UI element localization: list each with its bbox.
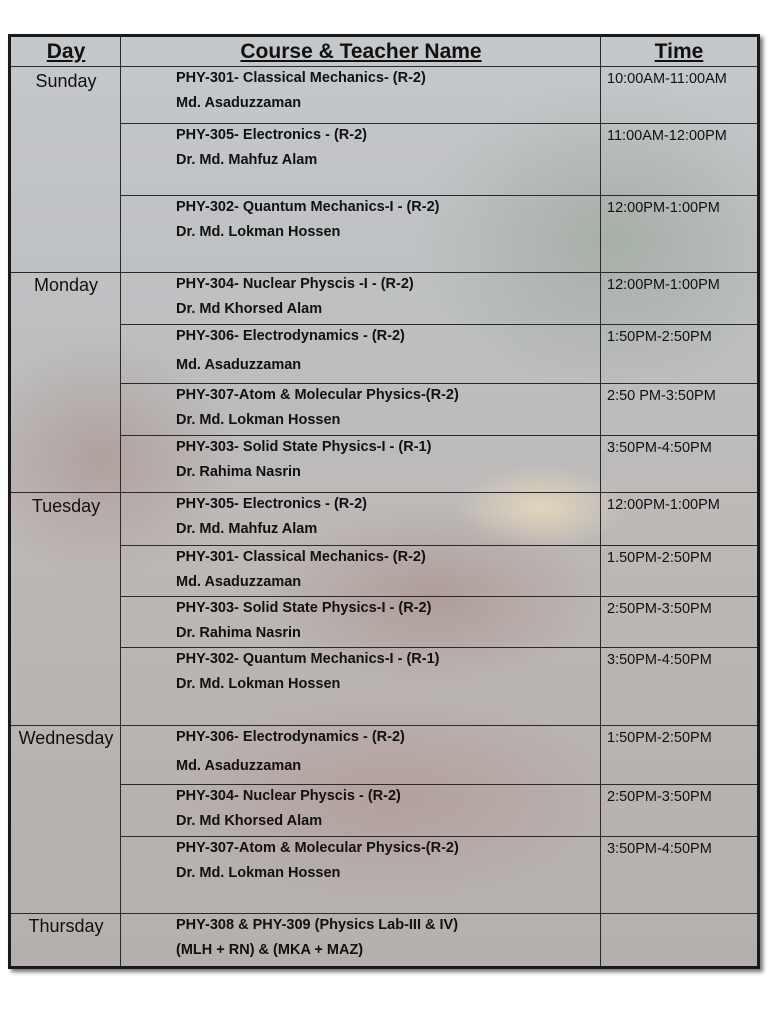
day-label: Tuesday: [31, 496, 101, 516]
teacher-name: Md. Asaduzzaman: [176, 758, 302, 774]
header-divider: [11, 66, 757, 67]
course-name: PHY-307-Atom & Molecular Physics-(R-2): [176, 387, 459, 403]
course-name: PHY-302- Quantum Mechanics-I - (R-2): [176, 199, 440, 215]
teacher-name: Dr. Md. Lokman Hossen: [176, 224, 341, 240]
class-time: 12:00PM-1:00PM: [607, 200, 720, 216]
day-label: Sunday: [35, 71, 97, 91]
header-time: Time: [654, 40, 704, 63]
course-name: PHY-304- Nuclear Physcis - (R-2): [176, 788, 401, 804]
class-time: 10:00AM-11:00AM: [607, 71, 727, 87]
class-time: 1:50PM-2:50PM: [607, 329, 712, 345]
class-time: 1:50PM-2:50PM: [607, 730, 712, 746]
course-name: PHY-308 & PHY-309 (Physics Lab-III & IV): [176, 917, 459, 933]
row-divider: [121, 596, 757, 597]
class-time: 2:50 PM-3:50PM: [607, 388, 716, 404]
row-divider: [121, 195, 757, 196]
header-day: Day: [46, 40, 86, 63]
course-name: PHY-301- Classical Mechanics- (R-2): [176, 549, 426, 565]
class-time: 12:00PM-1:00PM: [607, 277, 720, 293]
teacher-name: Dr. Rahima Nasrin: [176, 625, 301, 641]
row-divider: [121, 435, 757, 436]
teacher-name: Md. Asaduzzaman: [176, 95, 302, 111]
course-name: PHY-306- Electrodynamics - (R-2): [176, 729, 405, 745]
table-grid: [11, 37, 757, 966]
course-name: PHY-306- Electrodynamics - (R-2): [176, 328, 405, 344]
day-divider: [11, 725, 757, 726]
class-time: 3:50PM-4:50PM: [607, 440, 712, 456]
course-name: PHY-302- Quantum Mechanics-I - (R-1): [176, 651, 440, 667]
teacher-name: Dr. Md. Lokman Hossen: [176, 412, 341, 428]
row-divider: [121, 324, 757, 325]
teacher-name: Dr. Md. Mahfuz Alam: [176, 521, 318, 537]
course-name: PHY-303- Solid State Physics-I - (R-1): [176, 439, 432, 455]
teacher-name: Dr. Md. Lokman Hossen: [176, 676, 341, 692]
day-divider: [11, 492, 757, 493]
row-divider: [121, 647, 757, 648]
teacher-name: (MLH + RN) & (MKA + MAZ): [176, 942, 364, 958]
teacher-name: Dr. Rahima Nasrin: [176, 464, 301, 480]
teacher-name: Dr. Md. Lokman Hossen: [176, 865, 341, 881]
day-divider: [11, 272, 757, 273]
course-name: PHY-301- Classical Mechanics- (R-2): [176, 70, 426, 86]
class-time: 3:50PM-4:50PM: [607, 652, 712, 668]
row-divider: [121, 545, 757, 546]
day-divider: [11, 913, 757, 914]
course-name: PHY-305- Electronics - (R-2): [176, 496, 367, 512]
class-time: 3:50PM-4:50PM: [607, 841, 712, 857]
teacher-name: Dr. Md. Mahfuz Alam: [176, 152, 318, 168]
teacher-name: Md. Asaduzzaman: [176, 357, 302, 373]
day-label: Wednesday: [18, 728, 114, 748]
row-divider: [121, 123, 757, 124]
teacher-name: Dr. Md Khorsed Alam: [176, 301, 323, 317]
course-name: PHY-305- Electronics - (R-2): [176, 127, 367, 143]
day-label: Monday: [33, 275, 99, 295]
class-time: 2:50PM-3:50PM: [607, 601, 712, 617]
course-name: PHY-303- Solid State Physics-I - (R-2): [176, 600, 432, 616]
column-divider: [600, 37, 601, 966]
class-time: 1.50PM-2:50PM: [607, 550, 712, 566]
teacher-name: Dr. Md Khorsed Alam: [176, 813, 323, 829]
class-time: 12:00PM-1:00PM: [607, 497, 720, 513]
course-name: PHY-304- Nuclear Physcis -I - (R-2): [176, 276, 414, 292]
class-time: 11:00AM-12:00PM: [607, 128, 727, 144]
row-divider: [121, 784, 757, 785]
routine-table: [8, 34, 760, 969]
course-name: PHY-307-Atom & Molecular Physics-(R-2): [176, 840, 459, 856]
row-divider: [121, 836, 757, 837]
header-course: Course & Teacher Name: [240, 40, 482, 63]
row-divider: [121, 383, 757, 384]
day-label: Thursday: [28, 916, 104, 936]
teacher-name: Md. Asaduzzaman: [176, 574, 302, 590]
class-time: 2:50PM-3:50PM: [607, 789, 712, 805]
